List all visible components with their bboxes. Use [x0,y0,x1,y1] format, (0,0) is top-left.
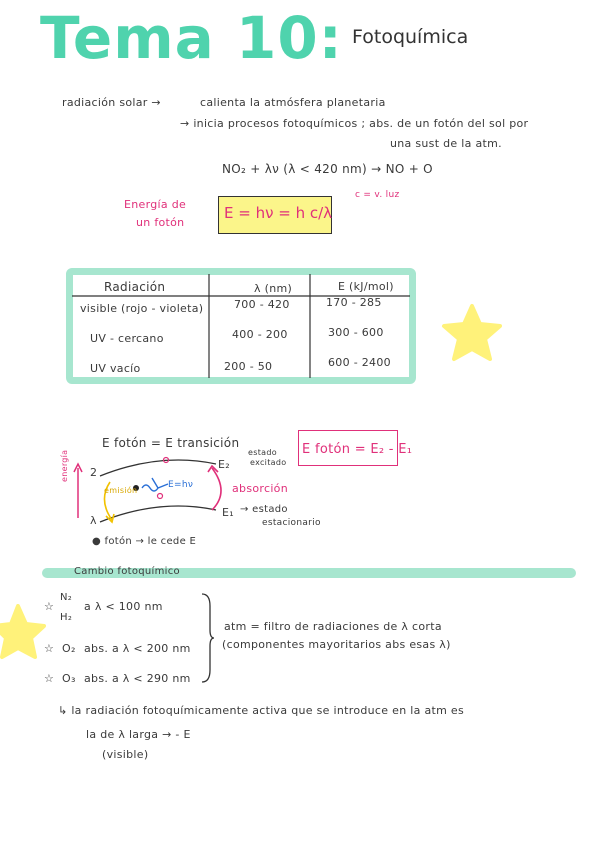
speed-of-light-note: c = v. luz [355,190,400,200]
table-cell-r1c2: 700 - 420 [234,298,290,311]
table-header-lambda: λ (nm) [254,282,293,295]
table-cell-r3c3: 600 - 2400 [328,356,391,369]
absorb-text-2: abs. a λ < 200 nm [84,642,191,655]
excited-state-2: excitado [250,458,287,467]
upper-level-curve [100,460,216,476]
photon-energy-formula: E = hν = h c/λ [224,204,333,222]
species-h2: H₂ [60,612,73,623]
section-title: Cambio fotoquímico [74,566,180,577]
absorption-label: absorción [232,482,288,495]
ehv-label: E=hν [168,480,194,490]
absorb-text-1: a λ < 100 nm [84,600,163,613]
absorb-text-3: abs. a λ < 290 nm [84,672,191,685]
stationary-state-1: → estado [240,504,288,515]
species-n2: N₂ [60,592,73,603]
stationary-state-2: estacionario [262,518,321,528]
page-title: Tema 10: [40,4,343,72]
star-doodle-right [440,302,504,364]
energy-axis-label: energía [60,449,69,482]
intro-line2: → inicia procesos fotoquímicos ; abs. de un fotón del sol por [180,117,529,130]
atm-note-1: atm = filtro de radiaciones de λ corta [224,620,442,633]
page-subtitle: Fotoquímica [352,26,469,48]
intro-line1-right: calienta la atmósfera planetaria [200,96,386,109]
table-cell-r2c3: 300 - 600 [328,326,384,339]
bullet-star-2: ☆ [44,642,55,655]
level-1-label: λ [90,514,97,527]
intro-line1-left: radiación solar → [62,96,161,109]
energy-level-diagram [40,448,340,548]
reaction-equation: NO₂ + λν (λ < 420 nm) → NO + O [222,162,433,176]
table-cell-r3c2: 200 - 50 [224,360,273,373]
excited-state-1: estado [248,448,277,457]
e2-label: E₂ [218,458,230,471]
energy-label-2: un fotón [136,216,185,229]
species-o2: O₂ [62,642,76,655]
table-cell-r1c1: visible (rojo - violeta) [80,302,204,315]
atm-note-2: (componentes mayoritarios abs esas λ) [222,638,451,651]
bullet-star-3: ☆ [44,672,55,685]
table-cell-r3c1: UV vacío [90,362,141,375]
conclusion-line2: la de λ larga → - E [86,728,191,741]
table-header-radiacion: Radiación [104,280,166,294]
intro-line3: una sust de la atm. [390,137,502,150]
bullet-star-1: ☆ [44,600,55,613]
diagram-top-equation: E fotón = E transición [102,436,240,450]
emission-label: emisión [104,486,138,495]
conclusion-line3: (visible) [102,748,149,761]
table-header-energy: E (kJ/mol) [338,280,394,293]
energy-label-1: Energía de [124,198,187,211]
table-cell-r2c1: UV - cercano [90,332,164,345]
e1-label: E₁ [222,506,234,519]
photon-energy-difference: E fotón = E₂ - E₁ [302,442,413,457]
level-2-label: 2 [90,466,98,479]
table-cell-r2c2: 400 - 200 [232,328,288,341]
right-brace [200,592,216,684]
lower-level-curve [100,506,216,522]
species-o3: O₃ [62,672,76,685]
star-doodle-left [0,604,46,660]
conclusion-line1: ↳ la radiación fotoquímicamente activa que se introduce en la atm es [58,704,465,717]
table-cell-r1c3: 170 - 285 [326,296,382,309]
photon-note: ● fotón → le cede E [92,536,197,547]
